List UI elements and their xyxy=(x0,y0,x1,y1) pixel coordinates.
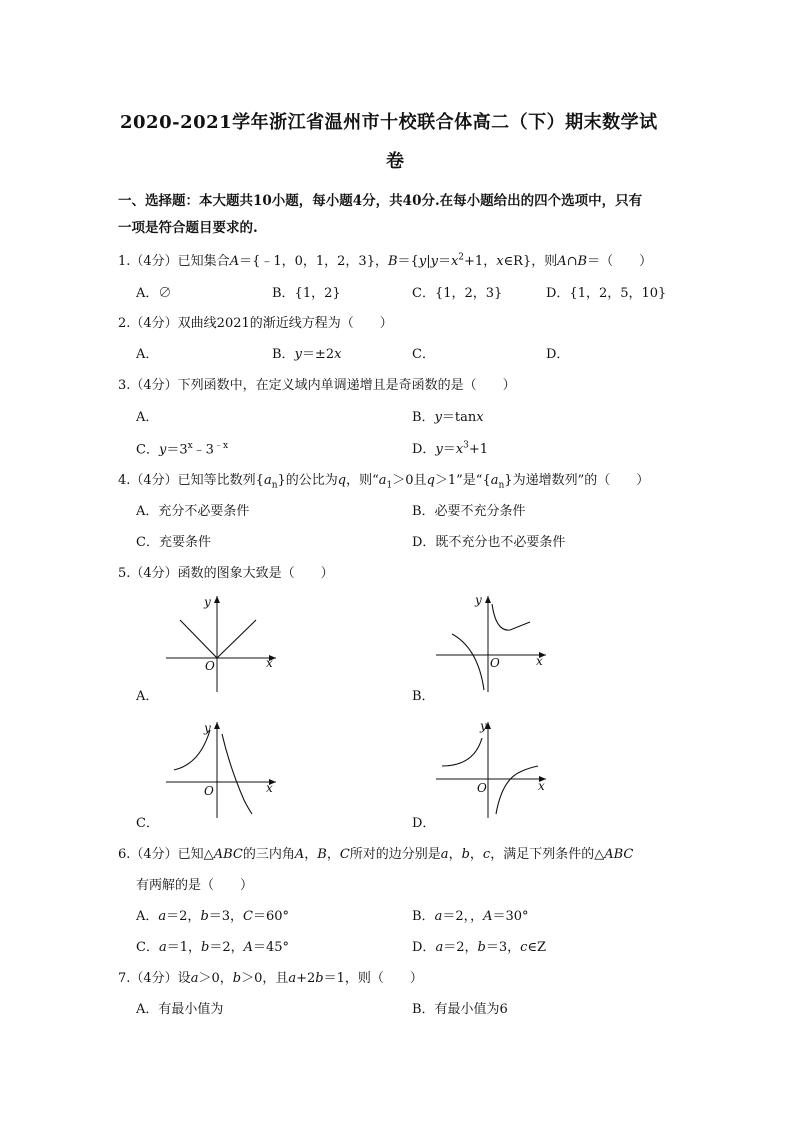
question-5-option-b: B． xyxy=(412,689,435,704)
graph-b-curve-right xyxy=(492,604,530,630)
question-7-option-b: B．有最小值为6 xyxy=(412,1002,508,1017)
title-line-1: 2020-2021学年浙江省温州市十校联合体高二（下）期末数学试 xyxy=(120,112,658,133)
question-3-option-c: C．$y=3^x﹣3^{﹣x}$ xyxy=(136,441,229,458)
question-3-option-b: B．y＝tanx xyxy=(412,410,484,425)
question-1-option-d: D．{1，2，5，10} xyxy=(546,286,667,301)
graph-b-y-label: y xyxy=(475,593,482,607)
title-line-2: 卷 xyxy=(386,151,405,172)
question-6-option-a: A．a＝2，b＝3，C＝60° xyxy=(136,909,290,924)
question-2-option-b: B．y＝±2x xyxy=(272,347,342,362)
graph-b-y-arrow xyxy=(485,596,491,603)
graph-c-x-label: x xyxy=(266,781,273,795)
graph-c-curve-left xyxy=(174,730,210,770)
graph-a-x-label: x xyxy=(266,656,273,670)
question-2-option-c: C． xyxy=(412,347,435,362)
graph-d-origin-label: O xyxy=(477,781,487,795)
graph-a-origin-label: O xyxy=(205,659,215,673)
question-4-option-b: B．必要不充分条件 xyxy=(412,504,526,519)
question-7-option-a: A．有最小值为 xyxy=(136,1002,224,1017)
graph-a-curve-right xyxy=(217,620,256,658)
graph-a xyxy=(160,590,284,694)
graph-d-curve-right xyxy=(496,766,538,814)
question-6-stem-line-1: 6.（4分）已知△ABC的三内角A，B，C所对的边分别是a，b，c，满足下列条件的△ABC xyxy=(118,847,634,862)
graph-d-y-label: y xyxy=(480,719,487,733)
graph-a-y-label: y xyxy=(204,595,211,609)
question-7-stem: 7.（4分）设a＞0，b＞0，且a+2b＝1，则（ ） xyxy=(118,971,423,986)
graph-d xyxy=(430,716,554,820)
question-4-option-a: A．充分不必要条件 xyxy=(136,504,250,519)
graph-b xyxy=(430,590,554,694)
graph-d-x-label: x xyxy=(538,779,545,793)
graph-c xyxy=(160,716,284,820)
question-5-option-a: A． xyxy=(136,689,159,704)
section-heading-line-1: 一、选择题：本大题共10小题，每小题4分，共40分.在每小题给出的四个选项中，只有 xyxy=(118,193,643,209)
question-3-option-d: D．$y=x^3+1$ xyxy=(412,440,489,457)
question-2-option-d: D． xyxy=(546,347,570,362)
graph-c-curve-right xyxy=(222,734,252,814)
graph-c-y-label: y xyxy=(204,721,211,735)
question-4-stem: 4.（4分）已知等比数列$\{a_n\}$的公比为q，则“$a_1>0$且q＞1”是“$\{a_n\}$为递增数列”的（ ） xyxy=(118,473,650,491)
question-1-option-a: A．∅ xyxy=(136,286,172,301)
graph-a-y-arrow xyxy=(214,596,220,603)
question-3-option-a: A． xyxy=(136,410,159,425)
graph-a-curve-left xyxy=(180,620,217,658)
question-5-stem: 5.（4分）函数的图象大致是（ ） xyxy=(118,566,334,581)
graph-b-origin-label: O xyxy=(490,656,500,670)
question-2-stem: 2.（4分）双曲线2021的渐近线方程为（ ） xyxy=(118,316,393,331)
question-6-option-b: B．a＝2，，A＝30° xyxy=(412,909,529,924)
graph-d-curve-left xyxy=(442,738,482,766)
graph-b-x-label: x xyxy=(536,654,543,668)
question-4-option-c: C．充要条件 xyxy=(136,535,211,550)
question-6-option-c: C．a＝1，b＝2，A＝45° xyxy=(136,940,290,955)
graph-c-origin-label: O xyxy=(204,784,214,798)
graph-c-y-arrow xyxy=(214,722,220,729)
question-5-option-d: D． xyxy=(412,816,436,831)
question-5-option-c: C． xyxy=(136,816,159,831)
graph-b-curve-left xyxy=(452,634,484,690)
question-2-option-a: A． xyxy=(136,347,159,362)
question-1-stem: 1.（4分）已知集合A＝{﹣1，0，1，2，3}，$B=\{y|y=x^2+1$，x∈R}，则A∩B＝（ ） xyxy=(118,252,653,269)
question-6-option-d: D．a＝2，b＝3，c∈Z xyxy=(412,940,547,955)
question-1-option-c: C．{1，2，3} xyxy=(412,286,503,301)
question-4-option-d: D．既不充分也不必要条件 xyxy=(412,535,566,550)
question-1-option-b: B．{1，2} xyxy=(272,286,341,301)
question-3-stem: 3.（4分）下列函数中，在定义域内单调递增且是奇函数的是（ ） xyxy=(118,378,516,393)
question-6-stem-line-2: 有两解的是（ ） xyxy=(136,878,254,893)
section-heading-line-2: 一项是符合题目要求的. xyxy=(118,220,258,236)
